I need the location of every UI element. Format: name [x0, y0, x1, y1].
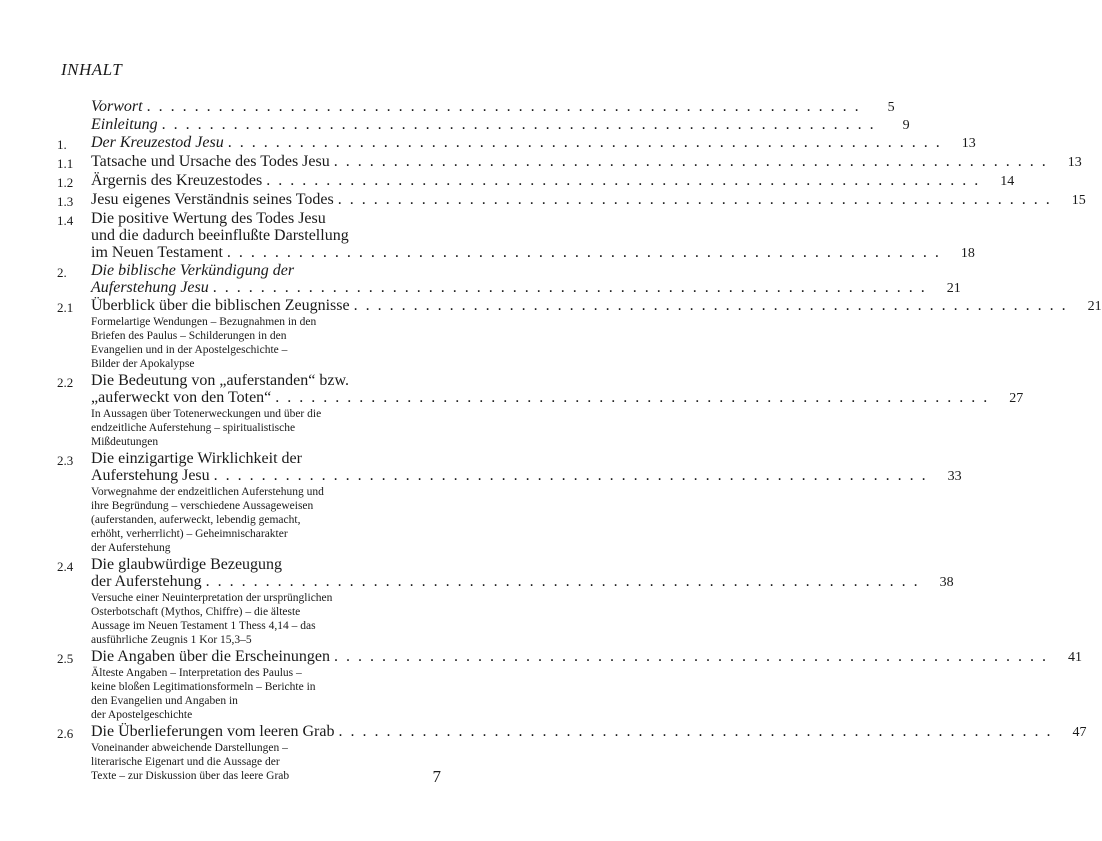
leader-dots: ............................................................ [227, 134, 948, 151]
entry-summary [91, 741, 447, 783]
summary-line: Versuche einer Neuinterpretation der ursprünglichen [91, 592, 333, 604]
entry-title: Der Kreuzestod Jesu [91, 134, 224, 151]
page-heading: INHALT [61, 60, 123, 79]
toc-entry[interactable] [57, 210, 975, 262]
summary-line: den Evangelien und Angaben in [91, 695, 238, 707]
entry-title: Die Angaben über die Erscheinungen [91, 648, 331, 665]
summary-line: Mißdeutungen [91, 436, 159, 448]
entry-number: 2.5 [57, 651, 74, 666]
entry-body [91, 297, 1102, 372]
summary-line: Älteste Angaben – Interpretation des Paulus – [91, 667, 302, 679]
summary-line: Bilder der Apokalypse [91, 358, 195, 370]
entry-number: 2. [57, 265, 67, 280]
toc-entry[interactable] [57, 450, 962, 556]
entry-number: 1.1 [57, 156, 74, 171]
summary-line: Vorwegnahme der endzeitlichen Auferstehung und [91, 486, 324, 498]
leader-dots: ............................................................ [212, 279, 933, 296]
entry-title-row [91, 134, 976, 152]
entry-title: im Neuen Testament [91, 244, 223, 261]
entry-title: Vorwort [91, 98, 143, 115]
entry-body [91, 556, 954, 648]
entry-page: 9 [902, 118, 910, 133]
entry-page: 41 [1068, 650, 1083, 665]
entry-title-row [91, 153, 1082, 171]
entry-title-row [91, 648, 1083, 666]
entry-page: 33 [947, 469, 962, 484]
toc-entry[interactable] [57, 116, 910, 134]
entry-title-line: Die positive Wertung des Todes Jesu [91, 210, 326, 227]
summary-line: keine bloßen Legitimationsformeln – Berichte in [91, 681, 316, 693]
entry-page: 14 [1000, 174, 1015, 189]
entry-body [91, 191, 1086, 210]
leader-dots: ............................................................ [146, 98, 867, 115]
toc-entry[interactable] [57, 297, 1102, 372]
entry-title-row [91, 467, 962, 485]
leader-dots: ............................................................ [275, 389, 996, 406]
entry-title: Auferstehung Jesu [91, 467, 210, 484]
entry-title: Auferstehung Jesu [91, 279, 209, 296]
toc-entry[interactable] [57, 172, 1015, 191]
page-number: 7 [432, 767, 441, 786]
leader-dots: ............................................................ [213, 467, 934, 484]
entry-summary [91, 407, 447, 449]
entry-body [91, 172, 1015, 191]
entry-title: Ärgernis des Kreuzestodes [91, 172, 263, 189]
leader-dots: ............................................................ [161, 116, 882, 133]
entry-summary [91, 666, 447, 722]
entry-title: Die Überlieferungen vom leeren Grab [91, 723, 335, 740]
entry-title: Tatsache und Ursache des Todes Jesu [91, 153, 330, 170]
entry-title: Einleitung [91, 116, 158, 133]
summary-line: Briefen des Paulus – Schilderungen in den [91, 330, 287, 342]
leader-dots: ............................................................ [334, 648, 1055, 665]
entry-body [91, 450, 962, 556]
leader-dots: ............................................................ [337, 191, 1058, 208]
entry-number [57, 116, 91, 134]
entry-number: 2.2 [57, 375, 74, 390]
entry-summary [91, 591, 447, 647]
entry-number: 2.6 [57, 726, 74, 741]
leader-dots: ............................................................ [226, 244, 947, 261]
entry-page: 47 [1072, 725, 1087, 740]
entry-number: 2.3 [57, 453, 74, 468]
entry-summary [91, 315, 447, 371]
entry-number: 2.1 [57, 300, 74, 315]
leader-dots: ............................................................ [266, 172, 987, 189]
entry-title: Jesu eigenes Verständnis seines Todes [91, 191, 334, 208]
entry-page: 21 [946, 281, 961, 296]
entry-page: 13 [961, 136, 976, 151]
entry-page: 21 [1087, 299, 1102, 314]
summary-line: ausführliche Zeugnis 1 Kor 15,3–5 [91, 634, 252, 646]
entry-title-line: Die einzigartige Wirklichkeit der [91, 450, 302, 467]
entry-title: Überblick über die biblischen Zeugnisse [91, 297, 350, 314]
toc-entry[interactable] [57, 556, 954, 648]
entry-number: 1.4 [57, 213, 74, 228]
entry-title-line: Die glaubwürdige Bezeugung [91, 556, 283, 573]
entry-title-row [91, 244, 975, 262]
entry-page: 13 [1067, 155, 1082, 170]
entry-title-line: und die dadurch beeinflußte Darstellung [91, 227, 349, 244]
summary-line: ihre Begründung – verschiedene Aussageweisen [91, 500, 314, 512]
entry-page: 15 [1071, 193, 1086, 208]
toc-entry[interactable] [57, 372, 1024, 450]
entry-title-row [91, 723, 1087, 741]
summary-line: Evangelien und in der Apostelgeschichte – [91, 344, 288, 356]
entry-title-row [91, 573, 954, 591]
summary-line: erhöht, verherrlicht) – Geheimnischarakter [91, 528, 288, 540]
entry-body [91, 153, 1082, 172]
summary-line: Aussage im Neuen Testament 1 Thess 4,14 – das [91, 620, 316, 632]
toc-entry[interactable] [57, 153, 1082, 172]
summary-line: Osterbotschaft (Mythos, Chiffre) – die älteste [91, 606, 301, 618]
toc-entry[interactable] [57, 191, 1086, 210]
summary-line: Voneinander abweichende Darstellungen – [91, 742, 288, 754]
entry-summary [91, 485, 447, 555]
summary-line: der Apostelgeschichte [91, 709, 193, 721]
summary-line: Formelartige Wendungen – Bezugnahmen in den [91, 316, 317, 328]
entry-page: 5 [887, 100, 895, 115]
entry-title-line: Die Bedeutung von „auferstanden“ bzw. [91, 372, 349, 389]
summary-line: (auferstanden, auferweckt, lebendig gemacht, [91, 514, 301, 526]
entry-title-row [91, 279, 961, 297]
summary-line: literarische Eigenart und die Aussage der [91, 756, 280, 768]
leader-dots: ............................................................ [333, 153, 1054, 170]
summary-line: Texte – zur Diskussion über das leere Grab [91, 770, 290, 782]
summary-line: In Aussagen über Totenerweckungen und über die [91, 408, 322, 420]
toc-entry[interactable] [57, 648, 1083, 723]
toc-entry[interactable] [57, 723, 1087, 784]
entry-page: 18 [960, 246, 975, 261]
entry-body [91, 98, 895, 116]
entry-title: der Auferstehung [91, 573, 202, 590]
toc-entry[interactable] [57, 98, 895, 116]
entry-body [91, 262, 961, 297]
entry-title-row [91, 297, 1102, 315]
entry-number: 1. [57, 137, 67, 152]
entry-number: 1.2 [57, 175, 74, 190]
toc-entry[interactable] [57, 134, 976, 153]
table-of-contents [57, 98, 1102, 784]
entry-title-row [91, 172, 1015, 190]
entry-title-row [91, 98, 895, 116]
entry-body [91, 648, 1083, 723]
entry-body [91, 134, 976, 153]
leader-dots: ............................................................ [338, 723, 1059, 740]
entry-title: „auferweckt von den Toten“ [91, 389, 272, 406]
entry-body [91, 210, 975, 262]
entry-title-row [91, 191, 1086, 209]
entry-title-line: Die biblische Verkündigung der [91, 262, 295, 279]
toc-entry[interactable] [57, 262, 961, 297]
leader-dots: ............................................................ [353, 297, 1074, 314]
entry-page: 38 [939, 575, 954, 590]
summary-line: endzeitliche Auferstehung – spiritualistische [91, 422, 296, 434]
entry-title-row [91, 389, 1024, 407]
entry-number: 2.4 [57, 559, 74, 574]
entry-body [91, 116, 910, 134]
entry-number: 1.3 [57, 194, 74, 209]
entry-body [91, 372, 1024, 450]
summary-line: der Auferstehung [91, 542, 171, 554]
entry-number [57, 98, 91, 116]
entry-body [91, 723, 1087, 784]
entry-page: 27 [1009, 391, 1024, 406]
entry-title-row [91, 116, 910, 134]
leader-dots: ............................................................ [205, 573, 926, 590]
